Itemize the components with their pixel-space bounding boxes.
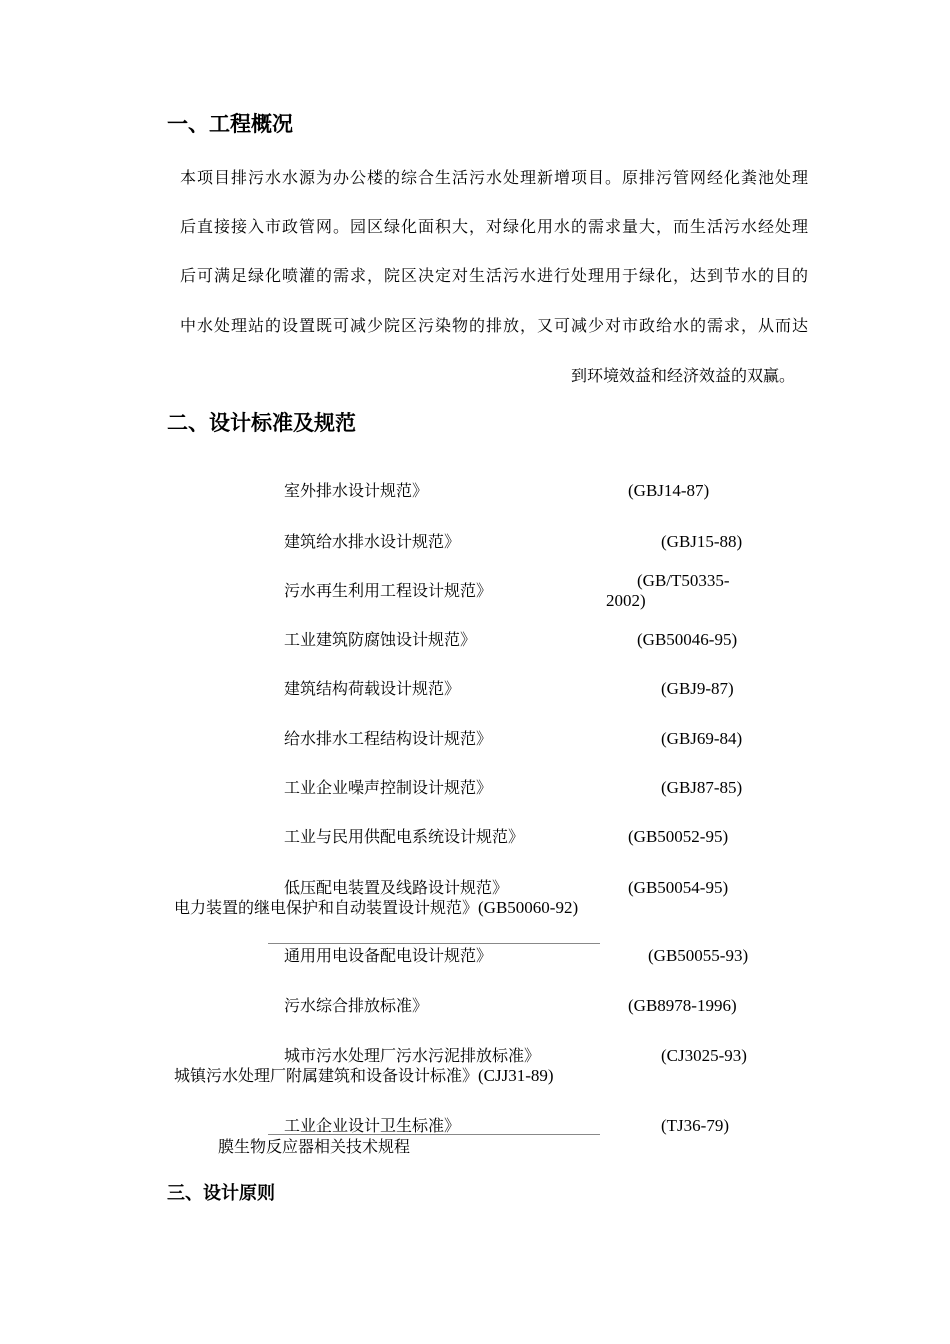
overview-line-2: 后直接接入市政管网。园区绿化面积大，对绿化用水的需求量大，而生活污水经处理	[180, 217, 808, 236]
section-1-heading: 一、工程概况	[167, 112, 293, 136]
divider-line	[268, 1134, 600, 1135]
standard-name: 通用用电设备配电设计规范》	[284, 946, 493, 965]
standard-name: 工业建筑防腐蚀设计规范》	[284, 630, 477, 649]
overview-line-5: 到环境效益和经济效益的双赢。	[571, 366, 796, 385]
standard-code: (CJ3025-93)	[661, 1046, 747, 1065]
overview-line-1: 本项目排污水水源为办公楼的综合生活污水处理新增项目。原排污管网经化粪池处理	[180, 168, 808, 187]
standard-name: 污水再生利用工程设计规范》	[284, 581, 493, 600]
overview-line-3: 后可满足绿化喷灌的需求，院区决定对生活污水进行处理用于绿化，达到节水的目的	[180, 266, 808, 285]
standard-code: (GBJ69-84)	[661, 729, 743, 748]
standard-name: 污水综合排放标准》	[284, 996, 429, 1015]
section-3-heading: 三、设计原则	[167, 1183, 275, 1204]
standard-name: 低压配电装置及线路设计规范》	[284, 878, 509, 897]
standard-code: (GBJ9-87)	[661, 679, 734, 698]
standard-code: (GB50052-95)	[628, 827, 729, 846]
extra-standard-code: (GB50060-92)	[478, 898, 579, 917]
extra-standard-name: 城镇污水处理厂附属建筑和设备设计标准》	[174, 1066, 479, 1085]
standard-code: (GBJ87-85)	[661, 778, 743, 797]
overview-line-4: 中水处理站的设置既可减少院区污染物的排放，又可减少对市政给水的需求，从而达	[180, 316, 808, 335]
standard-code: (GB8978-1996)	[628, 996, 737, 1015]
standard-code: (GB50046-95)	[637, 630, 738, 649]
standard-code: (TJ36-79)	[661, 1116, 729, 1135]
standard-code: (GBJ15-88)	[661, 532, 743, 551]
standard-code: (GB50055-93)	[648, 946, 749, 965]
standard-code-continued: 2002)	[606, 591, 646, 610]
standard-name: 给水排水工程结构设计规范》	[284, 729, 493, 748]
standard-name: 工业企业设计卫生标准》	[284, 1116, 461, 1135]
extra-standard-wwtp-buildings	[174, 1066, 554, 1086]
extra-standard-name: 电力装置的继电保护和自动装置设计规范》	[174, 898, 479, 917]
standard-name: 建筑结构荷载设计规范》	[284, 679, 461, 698]
extra-standard-relay-protection	[174, 898, 578, 918]
standard-name: 城市污水处理厂污水污泥排放标准》	[284, 1046, 541, 1065]
extra-standard-code: (CJJ31-89)	[478, 1066, 554, 1085]
standard-code: (GBJ14-87)	[628, 481, 710, 500]
extra-standard-mbr: 膜生物反应器相关技术规程	[218, 1137, 411, 1156]
standard-code: (GB/T50335-	[637, 571, 730, 590]
standard-name: 工业企业噪声控制设计规范》	[284, 778, 493, 797]
divider-line	[268, 943, 600, 944]
standard-code: (GB50054-95)	[628, 878, 729, 897]
standard-name: 工业与民用供配电系统设计规范》	[284, 827, 525, 846]
standard-name: 建筑给水排水设计规范》	[284, 532, 461, 551]
section-2-heading: 二、设计标准及规范	[167, 411, 356, 435]
standard-name: 室外排水设计规范》	[284, 481, 429, 500]
